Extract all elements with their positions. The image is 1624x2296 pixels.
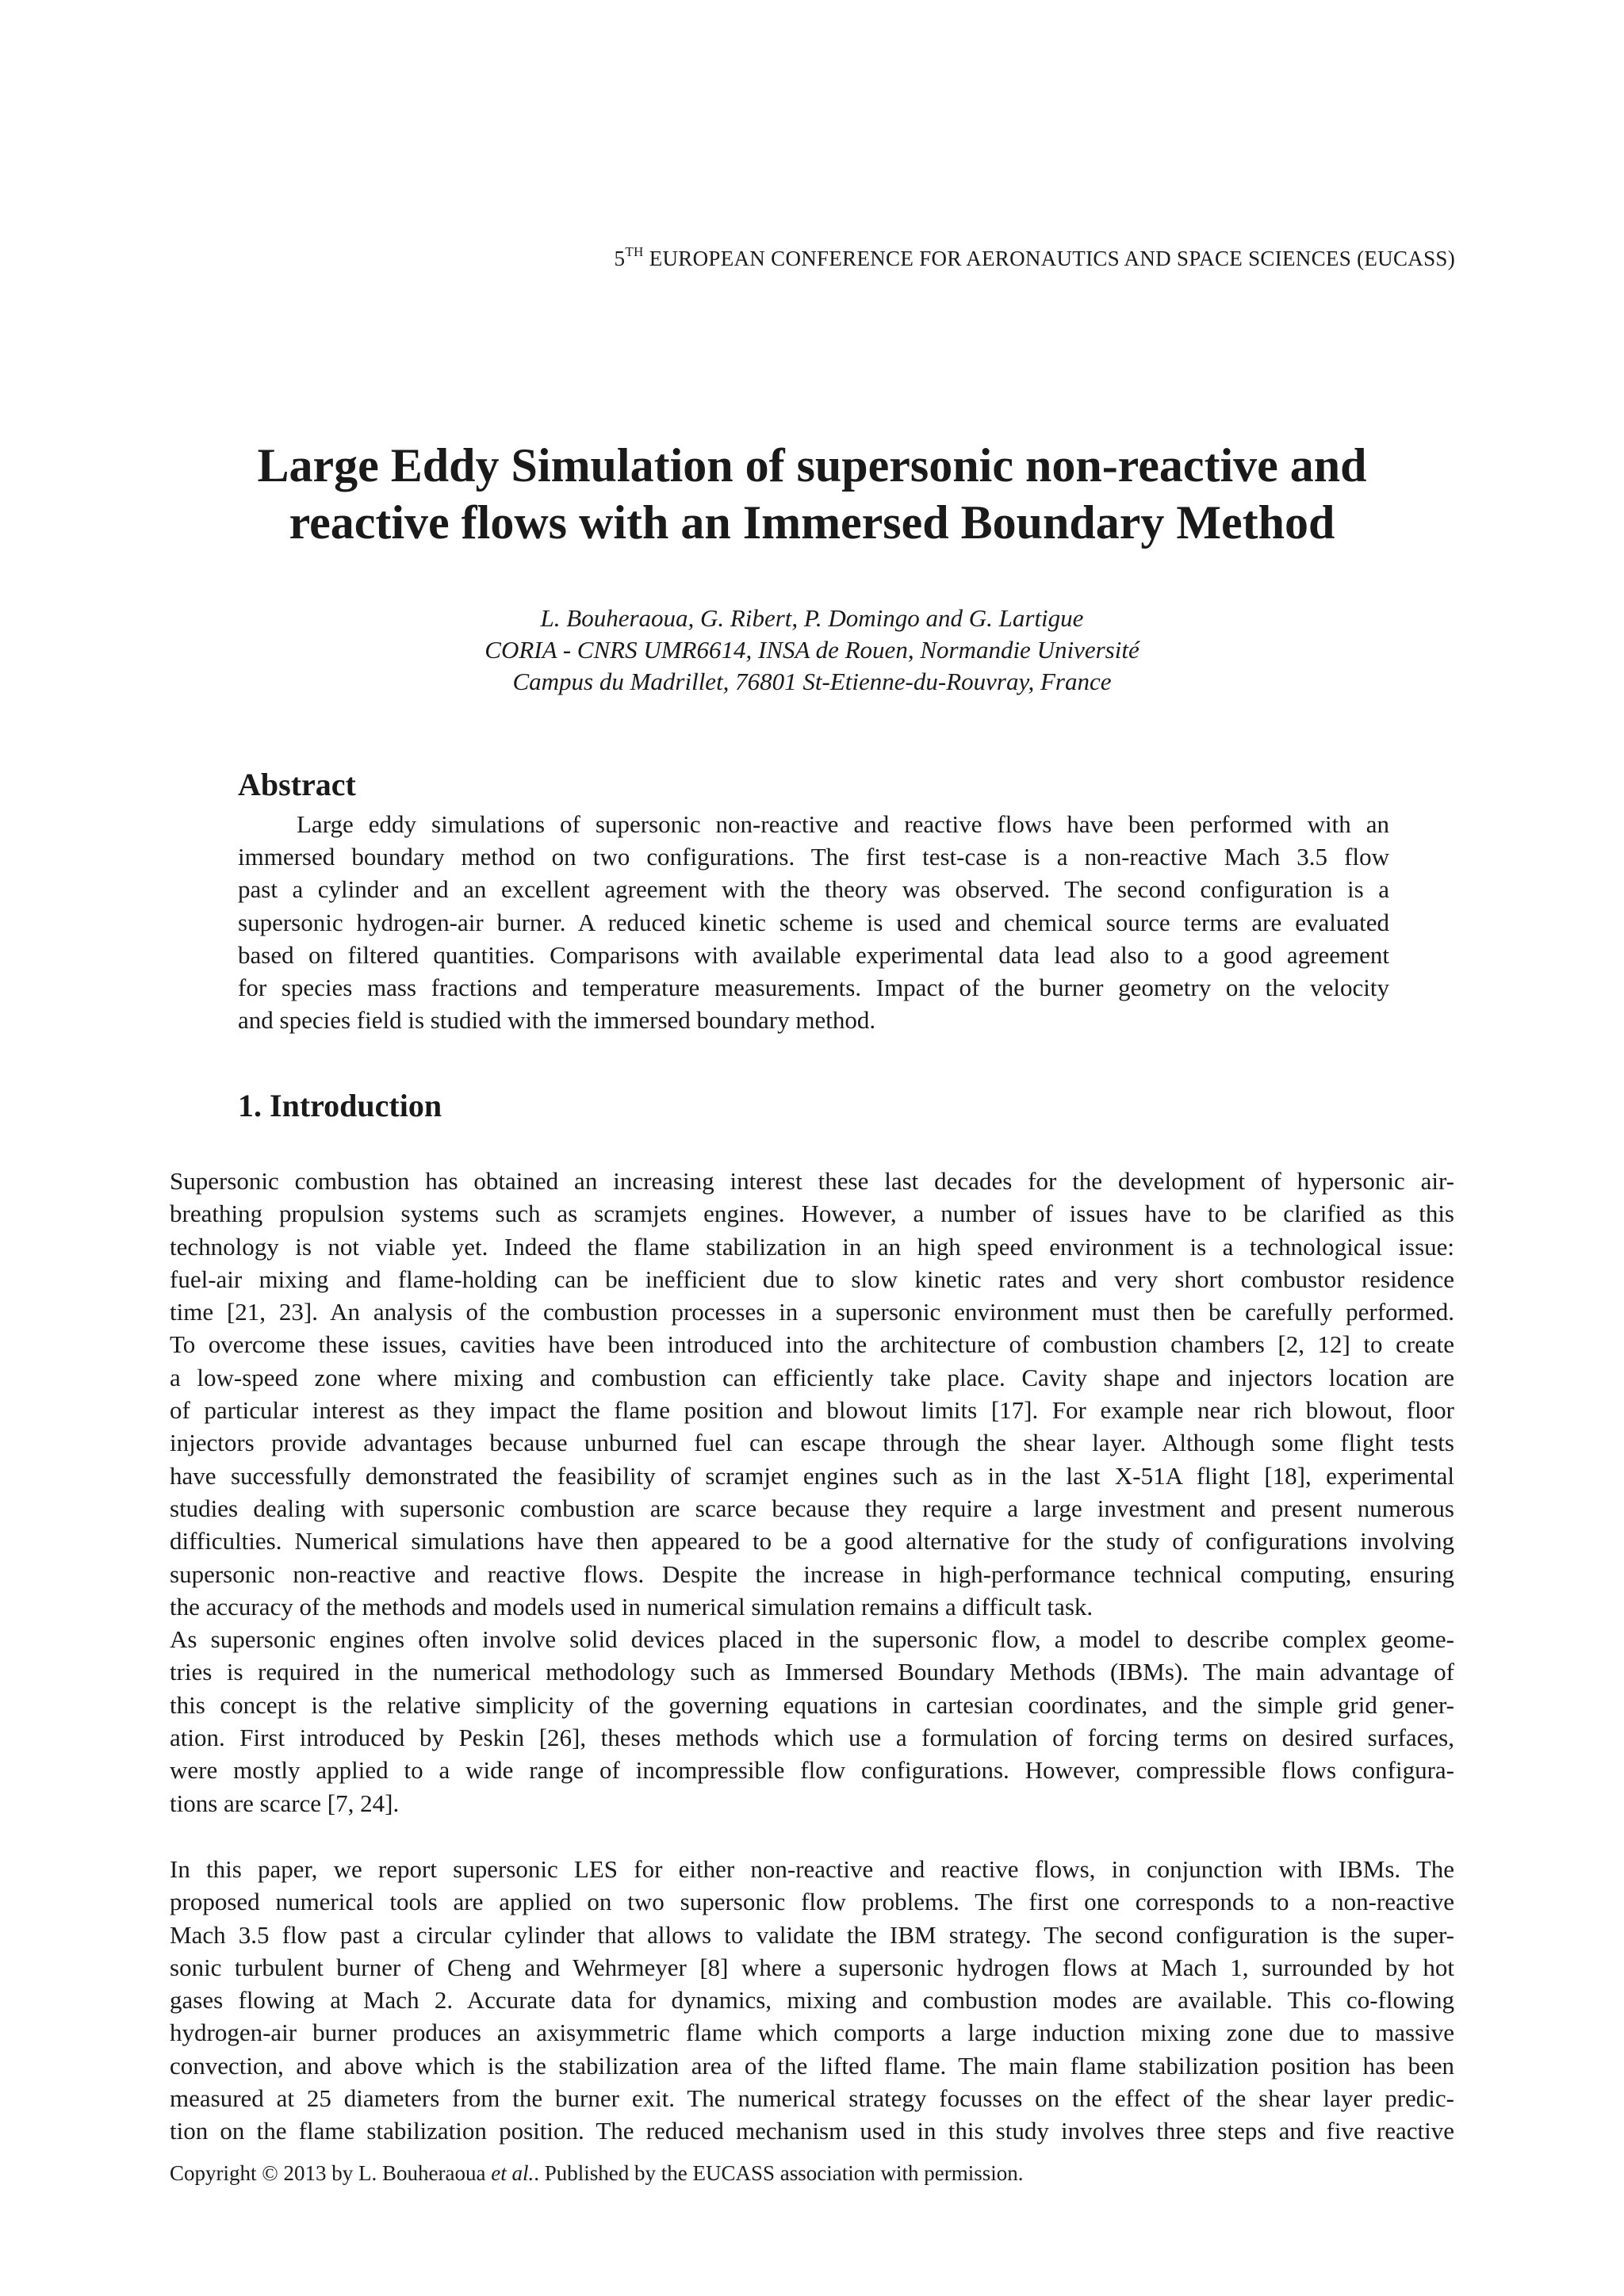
text-line: tries is required in the numerical methodology such as Immersed Boundary Methods (IBMs). The main advantage of	[170, 1658, 1454, 1686]
text-line: Mach 3.5 flow past a circular cylinder that allows to validate the IBM strategy. The second configuration is the super-	[170, 1920, 1454, 1949]
author-block	[170, 603, 1454, 698]
text-line: sonic turbulent burner of Cheng and Wehrmeyer [8] where a supersonic hydrogen flows at Mach 1, surrounded by hot	[170, 1953, 1454, 1981]
text-line: were mostly applied to a wide range of incompressible flow configurations. However, compressible flows configura-	[170, 1756, 1454, 1785]
abstract-line: and species field is studied with the immersed boundary method.	[238, 1006, 876, 1035]
footer-etal: et al.	[491, 2161, 534, 2185]
text-line: To overcome these issues, cavities have been introduced into the architecture of combustion chambers [2, 12] to create	[170, 1330, 1454, 1359]
introduction-paragraph-1	[170, 1165, 1454, 1820]
text-line: breathing propulsion systems such as scramjets engines. However, a number of issues have to be clarified as this	[170, 1200, 1454, 1228]
text-line: technology is not viable yet. Indeed the flame stabilization in an high speed environment is a technological issue:	[170, 1232, 1454, 1261]
title-line: Large Eddy Simulation of supersonic non-reactive and	[257, 439, 1367, 492]
header-text: EUROPEAN CONFERENCE FOR AERONAUTICS AND SPACE SCIENCES (EUCASS)	[649, 247, 1455, 270]
text-line: of particular interest as they impact the flame position and blowout limits [17]. For example near rich blowout, floor	[170, 1396, 1454, 1425]
header-superscript: TH	[625, 244, 644, 259]
text-line: fuel-air mixing and flame-holding can be inefficient due to slow kinetic rates and very short combustor residence	[170, 1265, 1454, 1293]
text-line: convection, and above which is the stabilization area of the lifted flame. The main flame stabilization position has been	[170, 2051, 1454, 2080]
text-line: a low-speed zone where mixing and combustion can efficiently take place. Cavity shape and injectors location are	[170, 1363, 1454, 1391]
text-line: tions are scarce [7, 24].	[170, 1789, 400, 1817]
footer-prefix: Copyright © 2013 by L. Bouheraoua	[170, 2161, 492, 2185]
abstract-line: for species mass fractions and temperature measurements. Impact of the burner geometry on the velocity	[238, 974, 1389, 1002]
text-line: tion on the flame stabilization position. The reduced mechanism used in this study involves three steps and five reactive	[170, 2117, 1454, 2145]
text-line: injectors provide advantages because unburned fuel can escape through the shear layer. Although some flight tests	[170, 1429, 1454, 1457]
abstract-heading: Abstract	[238, 767, 356, 802]
text-line: In this paper, we report supersonic LES for either non-reactive and reactive flows, in conjunction with IBMs. The	[170, 1855, 1454, 1883]
abstract-body	[238, 808, 1389, 1036]
running-header	[508, 244, 1455, 271]
text-line: proposed numerical tools are applied on two supersonic flow problems. The first one corresponds to a non-reactive	[170, 1888, 1454, 1916]
abstract-line: supersonic hydrogen-air burner. A reduced kinetic scheme is used and chemical source terms are evaluated	[238, 908, 1389, 936]
introduction-paragraph-2	[170, 1853, 1454, 2148]
text-line: Supersonic combustion has obtained an increasing interest these last decades for the development of hypersonic air-	[170, 1167, 1454, 1195]
text-line: ation. First introduced by Peskin [26], theses methods which use a formulation of forcing terms on desired surfaces,	[170, 1724, 1454, 1752]
copyright-footer	[170, 2161, 1023, 2186]
introduction-heading: 1. Introduction	[238, 1088, 442, 1123]
abstract-line: based on filtered quantities. Comparisons with available experimental data lead also to a good agreement	[238, 940, 1389, 969]
paper-title	[170, 437, 1454, 551]
text-line: supersonic non-reactive and reactive flows. Despite the increase in high-performance technical computing, ensuring	[170, 1559, 1454, 1588]
text-line: measured at 25 diameters from the burner exit. The numerical strategy focusses on the effect of the shear layer predic-	[170, 2084, 1454, 2113]
text-line: this concept is the relative simplicity of the governing equations in cartesian coordinates, and the simple grid gener-	[170, 1690, 1454, 1719]
text-line: gases flowing at Mach 2. Accurate data for dynamics, mixing and combustion modes are available. This co-flowing	[170, 1986, 1454, 2015]
text-line: hydrogen-air burner produces an axisymmetric flame which comports a large induction mixing zone due to massive	[170, 2019, 1454, 2047]
text-line: time [21, 23]. An analysis of the combustion processes in a supersonic environment must then be carefully performed.	[170, 1298, 1454, 1326]
author-address: Campus du Madrillet, 76801 St-Etienne-du-Rouvray, France	[512, 668, 1112, 695]
abstract-line: Large eddy simulations of supersonic non-reactive and reactive flows have been performed with an	[297, 810, 1389, 838]
header-ordinal: 5	[614, 247, 626, 270]
text-line: have successfully demonstrated the feasibility of scramjet engines such as in the last X-51A flight [18], experimental	[170, 1461, 1454, 1490]
abstract-line: past a cylinder and an excellent agreement with the theory was observed. The second configuration is a	[238, 875, 1389, 904]
abstract-line: immersed boundary method on two configurations. The first test-case is a non-reactive Mach 3.5 flow	[238, 843, 1389, 871]
text-line: studies dealing with supersonic combustion are scarce because they require a large investment and present numerous	[170, 1494, 1454, 1522]
title-line: reactive flows with an Immersed Boundary Method	[289, 496, 1335, 549]
text-line: the accuracy of the methods and models used in numerical simulation remains a difficult task.	[170, 1592, 1094, 1621]
text-line: As supersonic engines often involve solid devices placed in the supersonic flow, a model to describe complex geome-	[170, 1625, 1454, 1654]
author-names: L. Bouheraoua, G. Ribert, P. Domingo and G. Lartigue	[540, 604, 1084, 632]
footer-suffix: . Published by the EUCASS association with permission.	[534, 2161, 1024, 2185]
text-line: difficulties. Numerical simulations have then appeared to be a good alternative for the study of configurations involving	[170, 1527, 1454, 1556]
author-affiliation: CORIA - CNRS UMR6614, INSA de Rouen, Normandie Université	[485, 636, 1139, 664]
